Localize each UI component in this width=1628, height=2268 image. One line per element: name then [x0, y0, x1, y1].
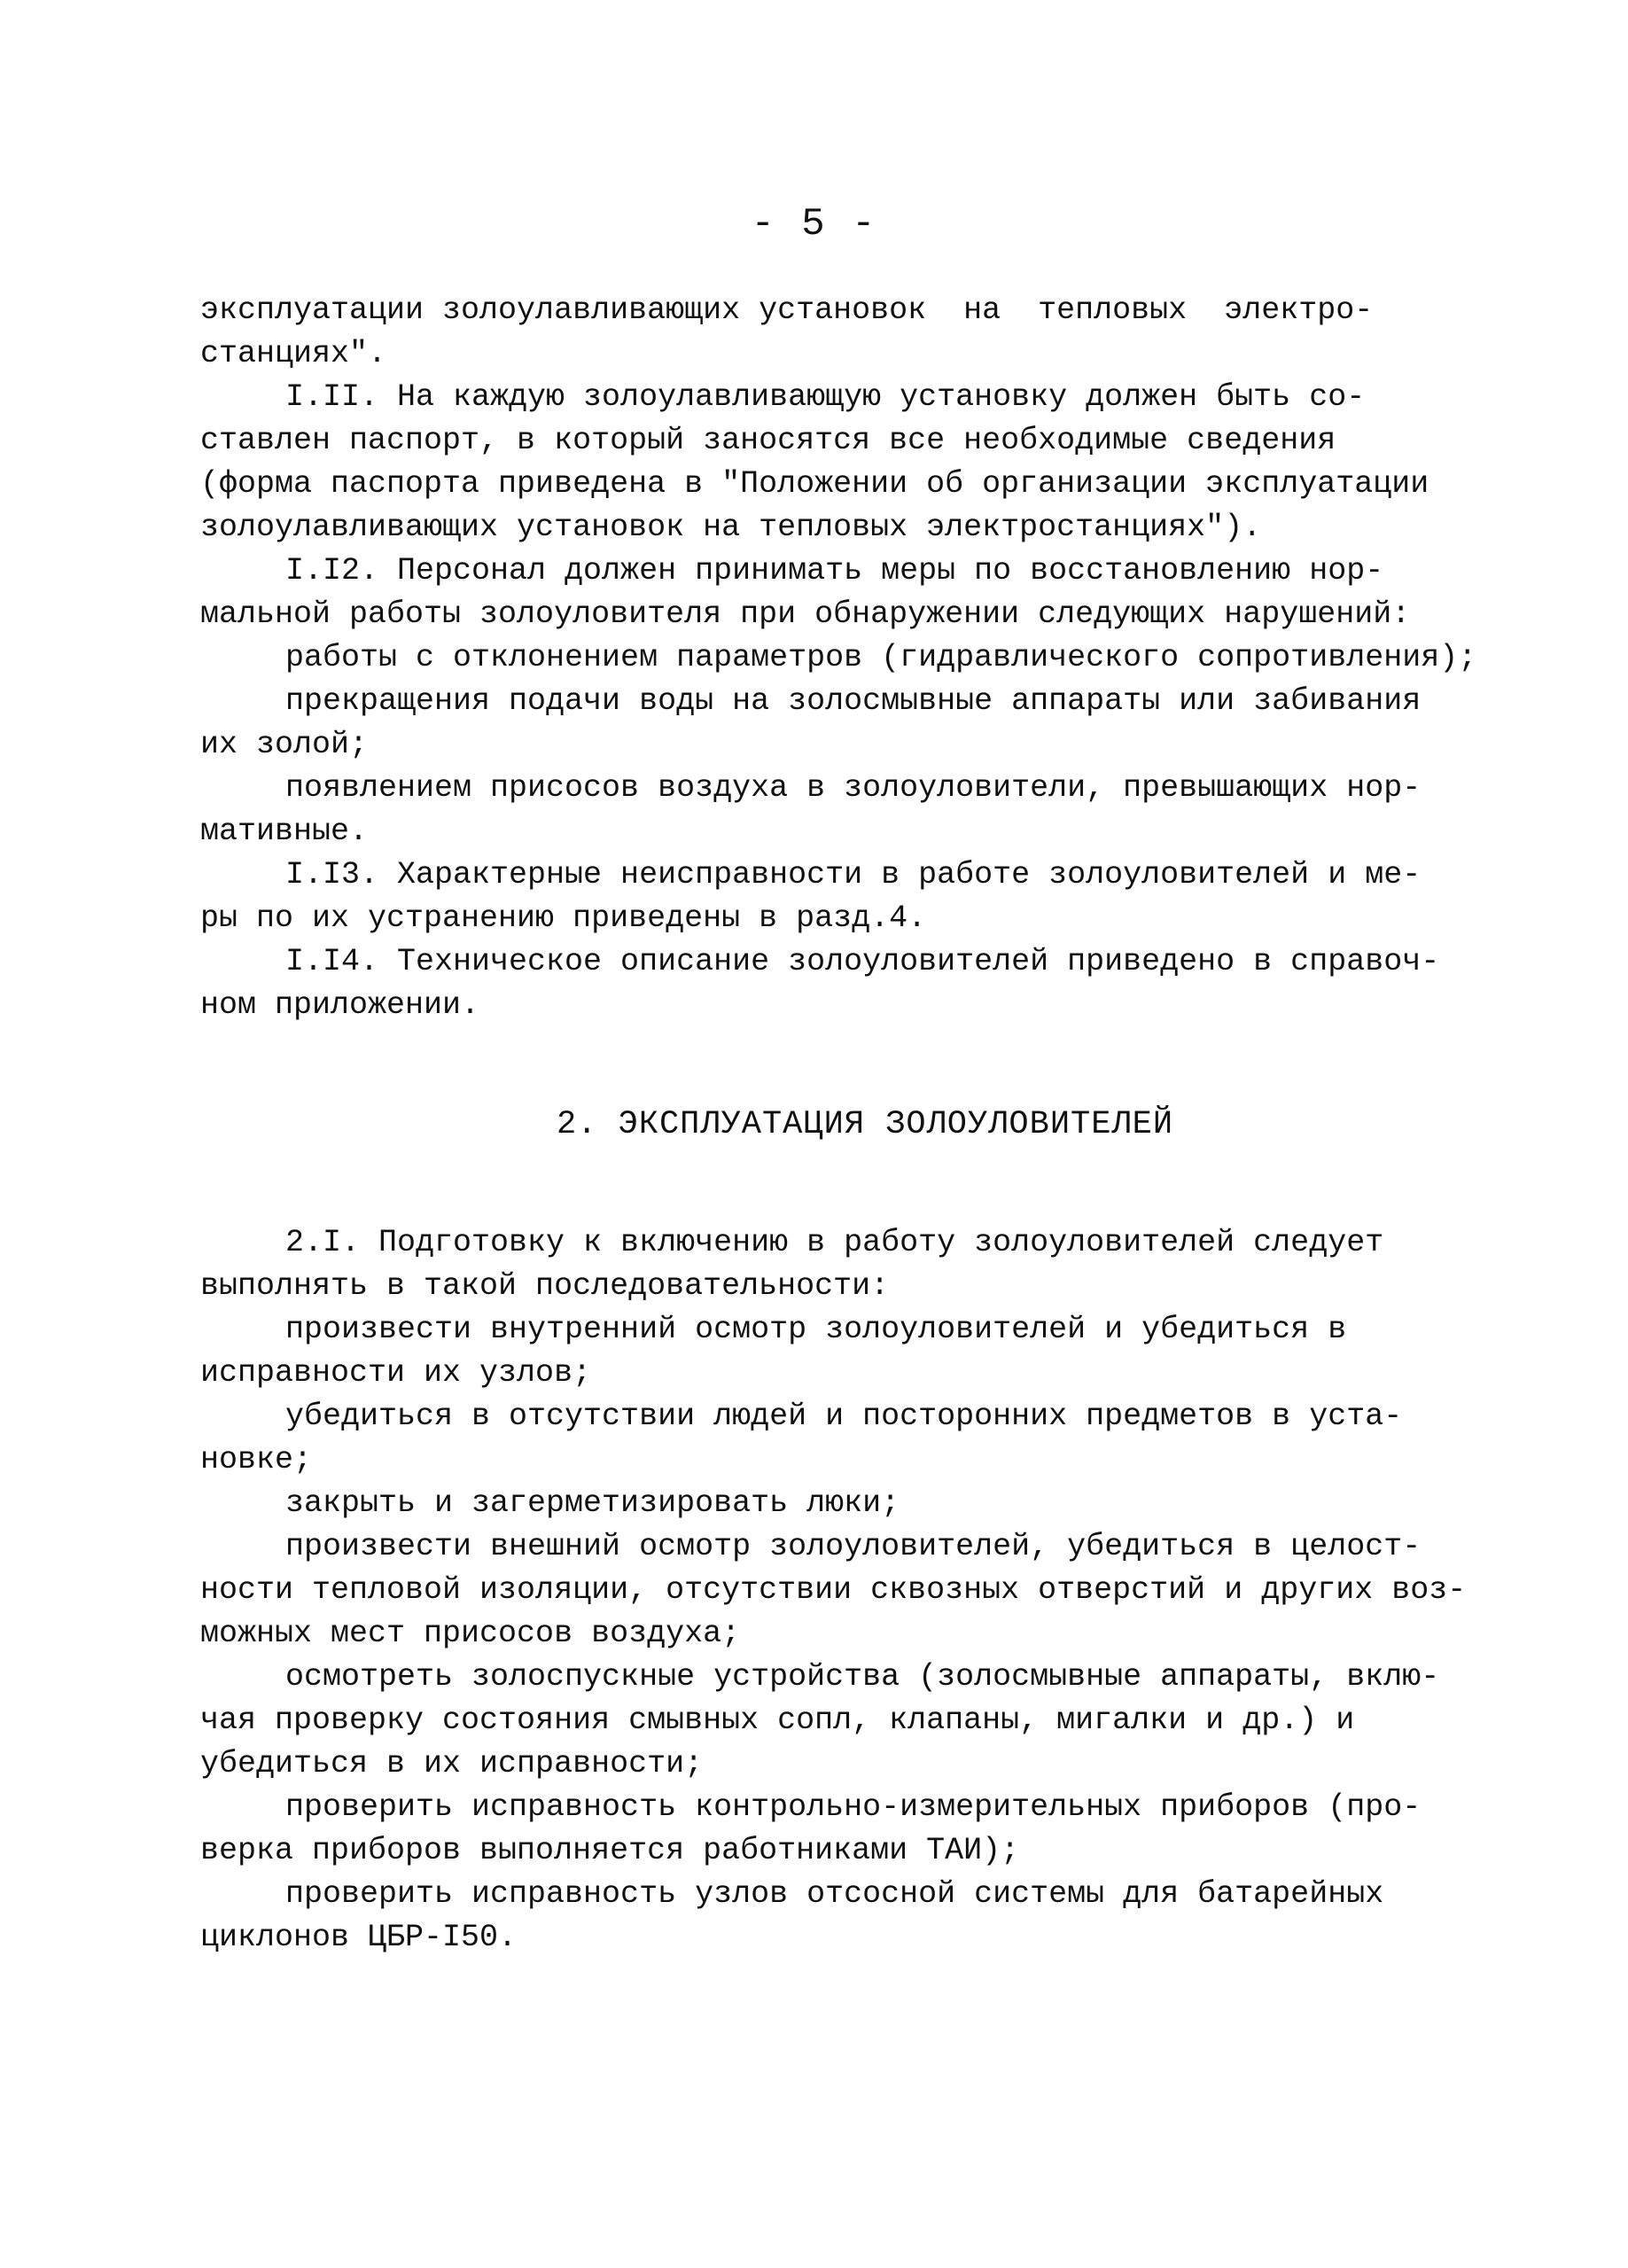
text-line: мальной работы золоуловителя при обнаружении следующих нарушений: — [200, 596, 1411, 632]
text-line: верка приборов выполняется работниками ТАИ); — [200, 1833, 1020, 1868]
list-item: произвести внутренний осмотр золоуловителей и убедиться в — [285, 1312, 1347, 1347]
text-line: эксплуатации золоулавливающих установок на тепловых электро- — [200, 292, 1374, 328]
list-item: прекращения подачи воды на золосмывные аппараты или забивания — [285, 683, 1422, 719]
text-line: ры по их устранению приведены в разд.4. — [200, 900, 927, 936]
text-line: выполнять в такой последовательности: — [200, 1268, 890, 1304]
text-line: новке; — [200, 1442, 313, 1477]
list-item: осмотреть золоспускные устройства (золосмывные аппараты, вклю- — [285, 1659, 1440, 1695]
document-body — [200, 289, 1477, 1960]
text-line: их золой; — [200, 727, 369, 762]
paragraph-1-11-start: I.II. На каждую золоулавливающую установку должен быть со- — [285, 379, 1366, 415]
list-item: проверить исправность контрольно-измерительных приборов (про- — [285, 1789, 1422, 1825]
list-item: работы с отклонением параметров (гидравлического сопротивления); — [285, 640, 1477, 675]
spacer — [200, 1027, 1406, 1103]
text-line: мативные. — [200, 814, 369, 849]
spacer — [200, 1157, 1406, 1221]
text-line: ности тепловой изоляции, отсутствии сквозных отверстий и других воз- — [200, 1572, 1467, 1608]
paragraph-1-14-start: I.I4. Техническое описание золоуловителей приведено в справоч- — [285, 944, 1440, 979]
paragraph-1-13-start: I.I3. Характерные неисправности в работе золоуловителей и ме- — [285, 857, 1422, 892]
text-line: (форма паспорта приведена в "Положении об организации эксплуатации — [200, 466, 1429, 502]
paragraph-1-12-start: I.I2. Персонал должен принимать меры по восстановлению нор- — [285, 553, 1384, 588]
text-line: золоулавливающих установок на тепловых электростанциях"). — [200, 510, 1262, 545]
text-line: можных мест присосов воздуха; — [200, 1616, 741, 1651]
list-item: закрыть и загерметизировать люки; — [285, 1485, 900, 1521]
text-line: ставлен паспорт, в который заносятся все необходимые сведения — [200, 423, 1336, 458]
list-item: убедиться в отсутствии людей и посторонних предметов в уста- — [285, 1399, 1403, 1434]
text-line: чая проверку состояния смывных сопл, клапаны, мигалки и др.) и — [200, 1703, 1355, 1738]
section-heading: 2. ЭКСПЛУАТАЦИЯ ЗОЛОУЛОВИТЕЛЕЙ — [556, 1106, 1174, 1143]
list-item: появлением присосов воздуха в золоуловители, превышающих нор- — [285, 770, 1422, 806]
text-line: убедиться в их исправности; — [200, 1746, 704, 1781]
paragraph-2-1-start: 2.I. Подготовку к включению в работу золоуловителей следует — [285, 1225, 1384, 1260]
text-line: исправности их узлов; — [200, 1355, 592, 1391]
list-item: произвести внешний осмотр золоуловителей, убедиться в целост- — [285, 1529, 1422, 1564]
text-line: ном приложении. — [200, 987, 480, 1023]
list-item: проверить исправность узлов отсосной системы для батарейных — [285, 1876, 1384, 1912]
page-number: - 5 - — [751, 202, 877, 246]
text-line: циклонов ЦБР-I50. — [200, 1920, 518, 1955]
text-line: станциях". — [200, 336, 387, 371]
